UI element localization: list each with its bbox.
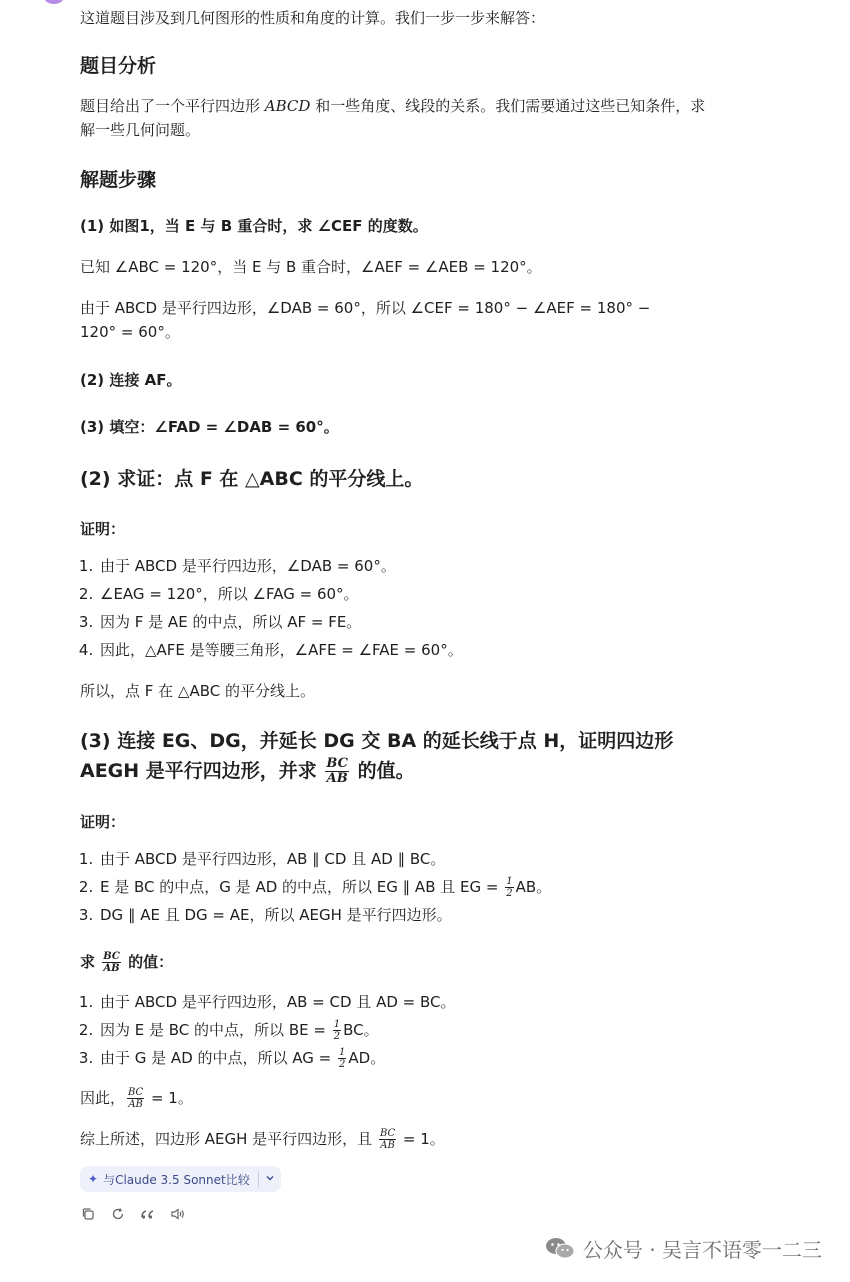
analysis-heading: 题目分析 — [80, 55, 157, 77]
fraction-denominator: AB — [103, 963, 120, 974]
fraction-denominator: 2 — [506, 888, 513, 899]
list-item: 1. 由于 ABCD 是平行四边形，AB ∥ CD 且 AD ∥ BC。 — [98, 845, 758, 873]
wechat-icon — [545, 1237, 575, 1259]
list-item-tail: AD。 — [348, 1049, 386, 1067]
list-item — [98, 1044, 758, 1072]
analysis-text-a: 题目给出了一个平行四边形 — [80, 97, 265, 115]
fraction-numerator: BC — [128, 1087, 144, 1098]
quote-icon[interactable] — [140, 1206, 156, 1222]
analysis-text-2: 解一些几何问题。 — [80, 121, 201, 139]
watermark-text: 公众号 · 吴言不语零一二三 — [582, 1237, 822, 1262]
list-item: 1. 由于 ABCD 是平行四边形，AB = CD 且 AD = BC。 — [98, 988, 758, 1016]
fraction-denominator: 2 — [333, 1031, 341, 1042]
fraction-denominator: AB — [326, 771, 348, 786]
list-item: 3. DG ∥ AE 且 DG = AE，所以 AEGH 是平行四边形。 — [98, 901, 758, 929]
fraction-denominator: AB — [128, 1099, 143, 1110]
fraction-numerator: BC — [103, 951, 120, 962]
steps-heading: 解题步骤 — [80, 169, 157, 191]
q3-ask-heading — [80, 950, 173, 974]
fraction-numerator: BC — [379, 1128, 396, 1139]
hence-text-a: 因此， — [80, 1089, 126, 1107]
fraction-denominator: AB — [380, 1140, 395, 1151]
q3-ask-text-a: 求 — [80, 953, 101, 971]
q3-heading-2 — [80, 756, 415, 786]
fraction-half — [338, 1047, 346, 1070]
q3-hence — [80, 1086, 193, 1110]
divider — [258, 1171, 259, 1187]
analysis-text — [80, 94, 705, 118]
message-toolbar — [80, 1206, 186, 1222]
list-item — [98, 1016, 758, 1044]
list-item-text: 因为 E 是 BC 的中点，所以 BE = — [100, 1021, 331, 1039]
fraction-half — [333, 1019, 341, 1042]
q2-heading: (2) 求证：点 F 在 △ABC 的平分线上。 — [80, 468, 424, 490]
sparkle-icon: ✦ — [88, 1172, 99, 1186]
q1-reason-2: 120° = 60°。 — [80, 323, 180, 341]
q3-ask-text-b: 的值： — [122, 953, 174, 971]
q3-proof-list — [80, 845, 758, 929]
fraction-bc-ab — [127, 1087, 144, 1110]
q3-proof-label: 证明： — [80, 813, 126, 831]
avatar — [44, 0, 64, 4]
list-item-text: 由于 G 是 AD 的中点，所以 AG = — [100, 1049, 337, 1067]
q2-proof-list — [80, 552, 758, 664]
speaker-icon[interactable] — [170, 1206, 186, 1222]
list-item-text: E 是 BC 的中点，G 是 AD 的中点，所以 EG ∥ AB 且 EG = — [100, 878, 504, 896]
q3-heading-text-b: 的值。 — [351, 760, 415, 782]
list-item: 2. ∠EAG = 120°，所以 ∠FAG = 60°。 — [98, 580, 758, 608]
watermark — [545, 1234, 822, 1262]
fraction-numerator: 1 — [333, 1019, 341, 1030]
list-item-tail: BC。 — [343, 1021, 379, 1039]
q3-heading-1: (3) 连接 EG、DG，并延长 DG 交 BA 的延长线于点 H，证明四边形 — [80, 730, 674, 752]
fraction-half — [505, 876, 513, 899]
q2-proof-label: 证明： — [80, 520, 126, 538]
q1-fill: (3) 填空：∠FAD = ∠DAB = 60°。 — [80, 418, 339, 436]
list-item: 3. 因为 F 是 AE 的中点，所以 AF = FE。 — [98, 608, 758, 636]
analysis-math: ABCD — [264, 97, 311, 115]
q1-reason-1: 由于 ABCD 是平行四边形，∠DAB = 60°，所以 ∠CEF = 180° − ∠AEF = 180° − — [80, 299, 651, 317]
intro-text: 这道题目涉及到几何图形的性质和角度的计算。我们一步一步来解答： — [80, 9, 546, 27]
q3-summary — [80, 1127, 445, 1151]
q3-heading-text-a: AEGH 是平行四边形，并求 — [80, 760, 324, 782]
q2-conclusion: 所以，点 F 在 △ABC 的平分线上。 — [80, 682, 315, 700]
fraction-numerator: 1 — [339, 1047, 346, 1058]
summary-text-b: = 1。 — [398, 1130, 445, 1148]
fraction-bc-ab — [379, 1128, 396, 1151]
fraction-numerator: BC — [326, 756, 348, 771]
q1-heading: (1) 如图1，当 E 与 B 重合时，求 ∠CEF 的度数。 — [80, 217, 428, 235]
retry-icon[interactable] — [110, 1206, 126, 1222]
list-item: 4. 因此，△AFE 是等腰三角形，∠AFE = ∠FAE = 60°。 — [98, 636, 758, 664]
list-item — [98, 873, 758, 901]
list-item-tail: AB。 — [515, 878, 552, 896]
chevron-down-icon[interactable] — [265, 1172, 275, 1186]
fraction-bc-ab — [325, 757, 349, 786]
compare-button-label: 与Claude 3.5 Sonnet比较 — [103, 1172, 250, 1187]
compare-button[interactable] — [80, 1166, 281, 1192]
fraction-bc-ab — [102, 951, 121, 974]
summary-text-a: 综上所述，四边形 AEGH 是平行四边形，且 — [80, 1130, 377, 1148]
list-item: 1. 由于 ABCD 是平行四边形，∠DAB = 60°。 — [98, 552, 758, 580]
fraction-numerator: 1 — [506, 876, 513, 887]
analysis-text-b: 和一些角度、线段的关系。我们需要通过这些已知条件，求 — [310, 97, 706, 115]
hence-text-b: = 1。 — [146, 1089, 193, 1107]
fraction-denominator: 2 — [339, 1059, 346, 1070]
q3-value-list — [80, 988, 758, 1072]
q1-given: 已知 ∠ABC = 120°，当 E 与 B 重合时，∠AEF = ∠AEB = 120°。 — [80, 258, 542, 276]
copy-icon[interactable] — [80, 1206, 96, 1222]
q1-connect: (2) 连接 AF。 — [80, 371, 182, 389]
